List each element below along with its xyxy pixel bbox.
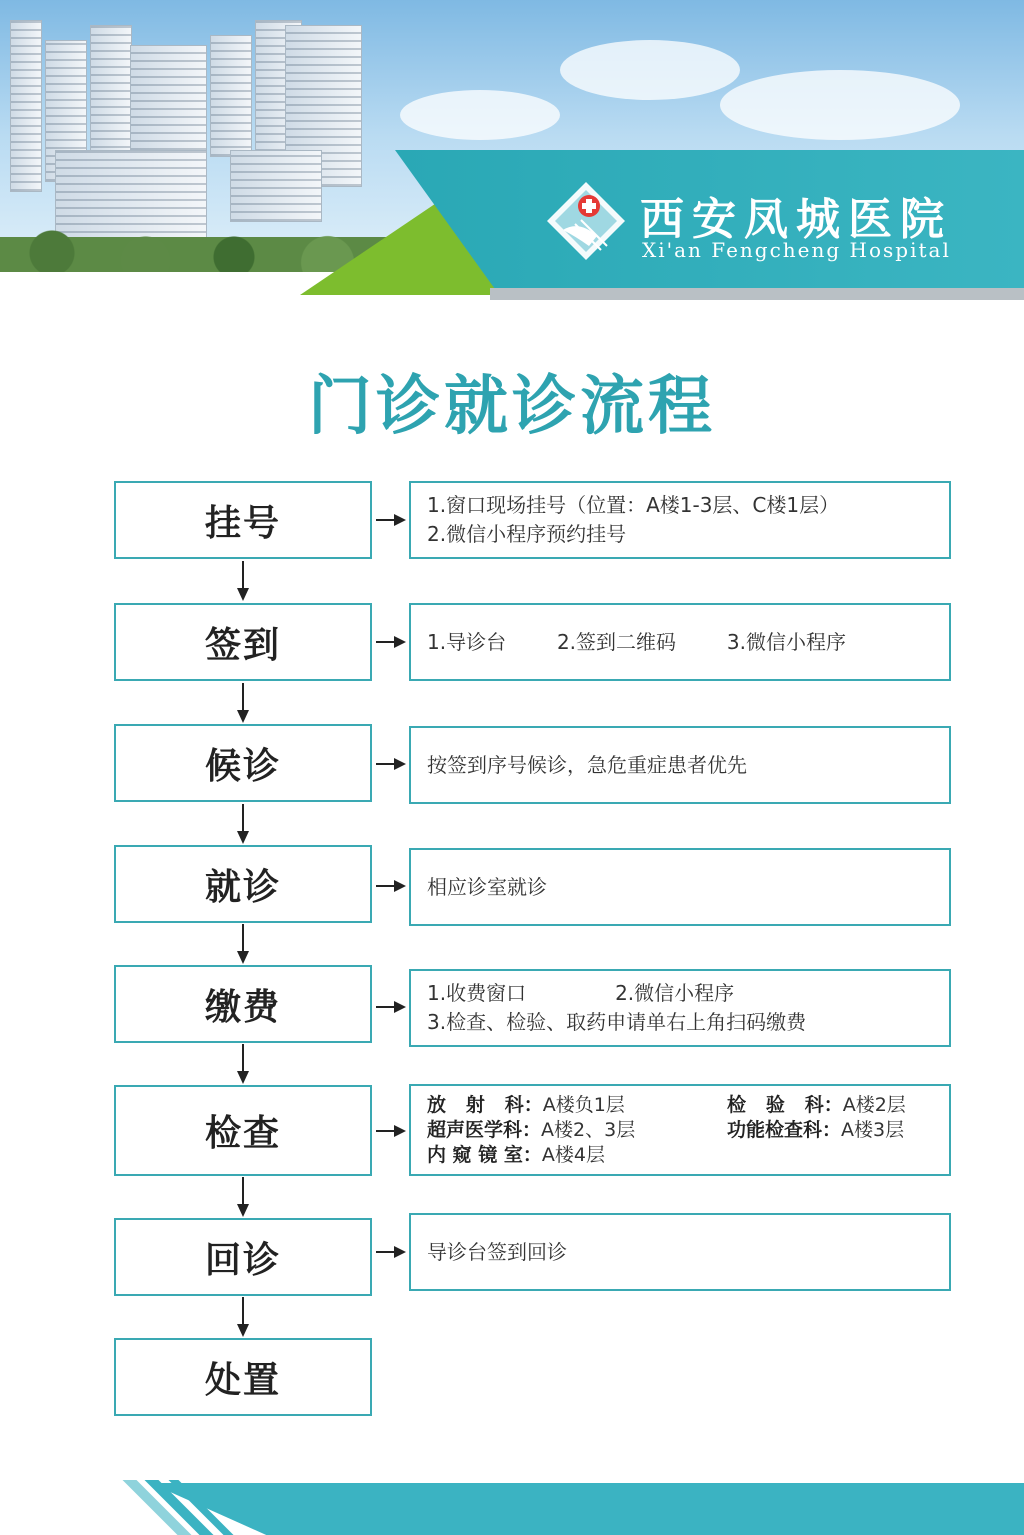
department-laboratory: 检 验 科：A楼2层 (727, 1093, 906, 1116)
department-endoscopy: 内 窥 镜 室：A楼4层 (427, 1143, 605, 1166)
detail-line: 1.导诊台 2.签到二维码 3.微信小程序 (427, 629, 846, 654)
arrow-down-icon (236, 804, 250, 844)
hospital-name-en: Xi'an Fengcheng Hospital (642, 238, 951, 262)
detail-box-registration (409, 481, 951, 559)
step-box-checkin (114, 603, 372, 681)
detail-box-payment (409, 969, 951, 1047)
cloud (720, 70, 960, 140)
arrow-down-icon (236, 924, 250, 964)
arrow-down-icon (236, 561, 250, 601)
detail-line: 导诊台签到回诊 (427, 1239, 567, 1264)
header-banner (0, 0, 1024, 300)
step-box-consultation (114, 845, 372, 923)
detail-line: 2.微信小程序预约挂号 (427, 522, 627, 546)
page-title: 门诊就诊流程 (308, 370, 716, 444)
hospital-cross-logo-icon (545, 180, 627, 262)
arrow-right-icon (376, 879, 406, 893)
building (210, 35, 252, 157)
arrow-right-icon (376, 513, 406, 527)
step-label: 挂号 (204, 502, 281, 544)
detail-line: 按签到序号候诊，急危重症患者优先 (427, 752, 747, 777)
step-label: 候诊 (204, 745, 281, 787)
arrow-down-icon (236, 1297, 250, 1337)
step-label: 处置 (204, 1359, 281, 1401)
arrow-right-icon (376, 1000, 406, 1014)
detail-line: 3.检查、检验、取药申请单右上角扫码缴费 (427, 1010, 807, 1034)
step-box-waiting (114, 724, 372, 802)
step-label: 缴费 (204, 986, 281, 1028)
arrow-right-icon (376, 635, 406, 649)
step-label: 就诊 (204, 866, 281, 908)
arrow-right-icon (376, 1245, 406, 1259)
department-function-exam: 功能检查科：A楼3层 (727, 1118, 905, 1141)
detail-line: 1.窗口现场挂号（位置：A楼1-3层、C楼1层） (427, 493, 840, 517)
detail-line: 相应诊室就诊 (427, 874, 547, 899)
step-box-return-visit (114, 1218, 372, 1296)
cloud (560, 40, 740, 100)
detail-box-examination (409, 1084, 951, 1176)
detail-box-consultation (409, 848, 951, 926)
arrow-down-icon (236, 1044, 250, 1084)
step-box-examination (114, 1085, 372, 1176)
footer-band (0, 1480, 1024, 1535)
step-label: 签到 (204, 624, 281, 666)
step-box-payment (114, 965, 372, 1043)
arrow-right-icon (376, 1124, 406, 1138)
detail-box-checkin (409, 603, 951, 681)
step-box-registration (114, 481, 372, 559)
detail-box-waiting (409, 726, 951, 804)
hospital-name-cn: 西安凤城医院 (640, 194, 952, 245)
detail-line: 1.收费窗口 2.微信小程序 (427, 981, 735, 1005)
gray-accent-strip (490, 288, 1024, 300)
cloud (400, 90, 560, 140)
arrow-right-icon (376, 757, 406, 771)
department-ultrasound: 超声医学科：A楼2、3层 (427, 1118, 636, 1141)
department-list (427, 1093, 949, 1168)
department-radiology: 放 射 科：A楼负1层 (427, 1093, 625, 1116)
arrow-down-icon (236, 1177, 250, 1217)
step-box-disposal (114, 1338, 372, 1416)
step-label: 回诊 (204, 1239, 281, 1281)
step-label: 检查 (204, 1113, 281, 1154)
detail-box-return-visit (409, 1213, 951, 1291)
arrow-down-icon (236, 683, 250, 723)
building (10, 20, 42, 192)
